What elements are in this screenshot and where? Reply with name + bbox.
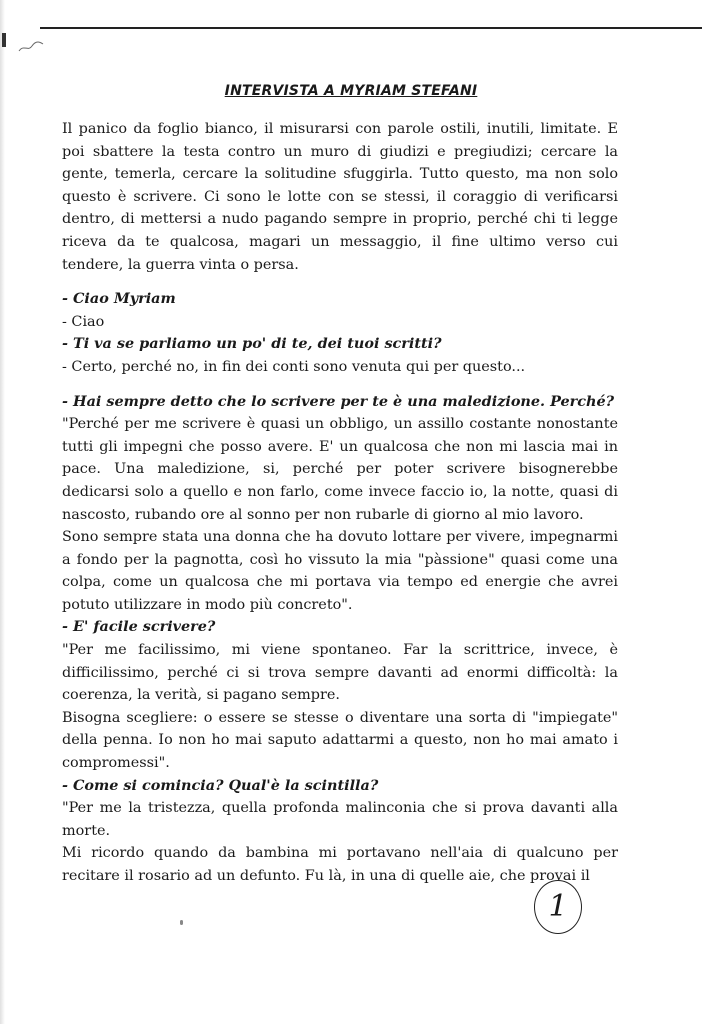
question-line: - Hai sempre detto che lo scrivere per te è una maledizione. Perché? [62,392,615,410]
scan-speck [180,920,183,925]
answer-paragraph: "Per me la tristezza, quella profonda malinconia che si prova davanti alla morte. [62,800,618,839]
question-line: - Ti va se parliamo un po' di te, dei tuoi scritti? [62,335,442,353]
scan-corner-mark [2,33,6,47]
answer-paragraph: "Perché per me scrivere è quasi un obbligo, un assillo costante nonostante tutti gli impegni che posso avere. E' un qualcosa che non mi lascia mai in pace. Una maledizione, si, perché per poter scrivere bisognerebbe dedicarsi solo a quello e non farlo, come invece faccio io, la notte, quasi di nascosto, rubando ore al sonno per non rubarle di giorno al mio lavoro. [62,416,618,523]
paragraph-gap [62,379,618,391]
answer-paragraph: Mi ricordo quando da bambina mi portavano nell'aia di qualcuno per recitare il rosario ad un defunto. Fu là, in una di quelle aie, che provai il [62,845,618,884]
handwritten-page-number: 1 [534,880,582,934]
answer-paragraph: "Per me facilissimo, mi viene spontaneo. Far la scrittrice, invece, è difficilissimo, perché ci si trova sempre davanti ad enormi difficoltà: la coerenza, la verità, si pagano sempre. [62,642,618,704]
answer-paragraph: Sono sempre stata una donna che ha dovuto lottare per vivere, impegnarmi a fondo per la pagnotta, così ho vissuto la mia "pàssione" quasi come una colpa, come un qualcosa che mi portava via tempo ed energie che avrei potuto utilizzare in modo più concreto". [62,529,618,613]
document-title: INTERVISTA A MYRIAM STEFANI [224,83,478,99]
question-line: - E' facile scrivere? [62,618,216,636]
intro-paragraph: Il panico da foglio bianco, il misurarsi con parole ostili, inutili, limitate. E poi sbattere la testa contro un muro di giudizi e pregiudizi; cercare la gente, temerla, cercare la solitudine sfuggirla. Tutto questo, ma non solo questo è scrivere. Ci sono le lotte con se stessi, il coraggio di verificarsi dentro, di mettersi a nudo pagando sempre in proprio, perché chi ti legge riceva da te qualcosa, magari un messaggio, il fine ultimo verso cui tendere, la guerra vinta o persa. [62,121,618,273]
answer-line: - Ciao [62,313,105,330]
scan-left-edge [0,0,5,1024]
scan-top-edge [40,27,702,29]
question-line: - Come si comincia? Qual'è la scintilla? [62,776,379,794]
pen-scribble-mark [18,40,44,54]
interview-body [62,118,618,888]
question-line: - Ciao Myriam [62,290,176,308]
paragraph-gap [62,276,618,288]
answer-line: - Certo, perché no, in fin dei conti sono venuta qui per questo... [62,358,526,375]
answer-paragraph: Bisogna scegliere: o essere se stesse o diventare una sorta di "impiegate" della penna. Io non ho mai saputo adattarmi a questo, non ho mai amato i compromessi". [62,709,618,772]
